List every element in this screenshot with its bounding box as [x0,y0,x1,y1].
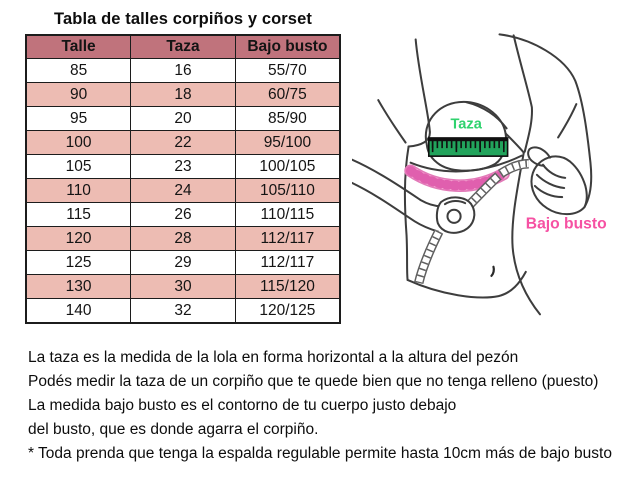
table-cell: 105/110 [235,179,340,203]
table-row [26,299,340,324]
left-fist [437,197,474,232]
table-row [26,251,340,275]
table-cell: 28 [131,227,236,251]
table-cell: 130 [26,275,131,299]
table-row [26,131,340,155]
table-row [26,179,340,203]
table-cell: 24 [131,179,236,203]
table-cell: 120/125 [235,299,340,324]
breast-outline [426,102,506,171]
table-cell: 60/75 [235,83,340,107]
table-cell: 32 [131,299,236,324]
table-cell: 85/90 [235,107,340,131]
note-line: La taza es la medida de la lola en forma horizontal a la altura del pezón [28,349,519,366]
table-cell: 100/105 [235,155,340,179]
table-row [26,83,340,107]
table-cell: 18 [131,83,236,107]
table-cell: 140 [26,299,131,324]
navel [491,267,493,276]
back-line [378,100,405,142]
size-table-body [26,59,340,324]
table-cell: 90 [26,83,131,107]
table-cell: 100 [26,131,131,155]
measurement-illustration [352,33,643,347]
torso-drawing [352,33,643,347]
table-row [26,203,340,227]
table-row [26,227,340,251]
raised-arm-inner-line [514,35,532,151]
note-line: * Toda prenda que tenga la espalda regulable permite hasta 10cm más de bajo busto [28,445,612,462]
taza-label: Taza [450,116,482,133]
table-row [26,155,340,179]
table-cell: 105 [26,155,131,179]
size-table [25,34,341,324]
right-hand [528,147,587,214]
table-cell: 110/115 [235,203,340,227]
elbow-crease-line [558,104,576,137]
table-cell: 16 [131,59,236,83]
table-cell: 26 [131,203,236,227]
column-header: Bajo busto [235,35,340,59]
note-line: Podés medir la taza de un corpiño que te quede bien que no tenga relleno (puesto) [28,373,599,390]
table-cell: 125 [26,251,131,275]
size-table-header-row [26,35,340,59]
table-cell: 23 [131,155,236,179]
table-row [26,107,340,131]
table-cell: 112/117 [235,251,340,275]
page-title: Tabla de talles corpiños y corset [54,10,312,28]
bajo-busto-label: Bajo busto [525,215,607,233]
column-header: Taza [131,35,236,59]
table-cell: 29 [131,251,236,275]
table-cell: 95/100 [235,131,340,155]
table-row [26,59,340,83]
table-cell: 120 [26,227,131,251]
note-line: La medida bajo busto es el contorno de tu cuerpo justo debajo [28,397,457,414]
table-cell: 30 [131,275,236,299]
table-cell: 112/117 [235,227,340,251]
table-cell: 115/120 [235,275,340,299]
notes [28,346,640,466]
table-cell: 55/70 [235,59,340,83]
table-cell: 85 [26,59,131,83]
table-cell: 95 [26,107,131,131]
table-row [26,275,340,299]
table-cell: 22 [131,131,236,155]
table-cell: 115 [26,203,131,227]
table-cell: 110 [26,179,131,203]
taza-ruler [429,138,508,156]
left-arm-lower-line [352,183,438,232]
table-cell: 20 [131,107,236,131]
size-table-head [26,35,340,59]
note-line: del busto, que es donde agarra el corpiño. [28,421,319,438]
column-header: Talle [26,35,131,59]
